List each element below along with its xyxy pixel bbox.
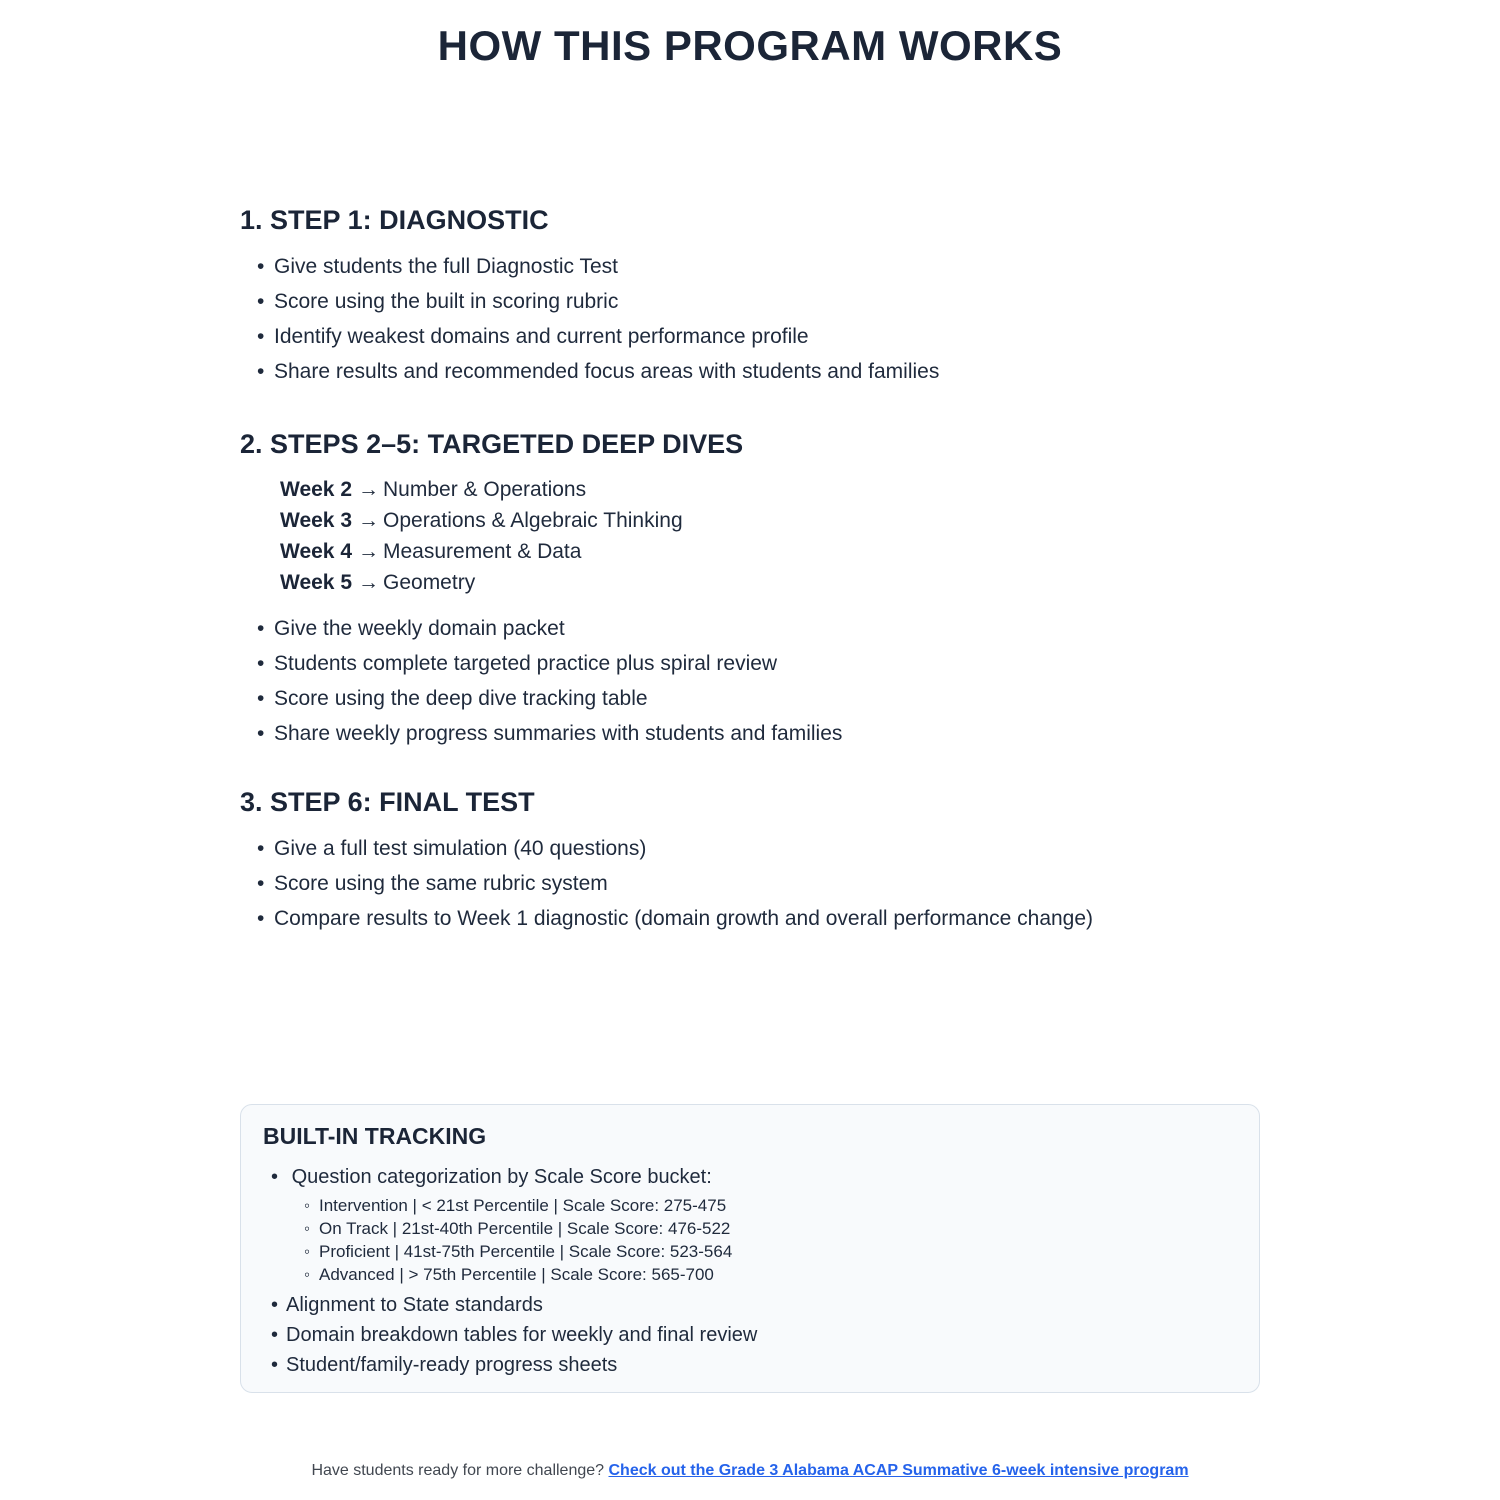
bullet-item: • Score using the deep dive tracking table	[257, 681, 1260, 716]
footer-program-link[interactable]: Check out the Grade 3 Alabama ACAP Summative 6-week intensive program	[608, 1462, 1189, 1479]
right-arrow-icon: →	[358, 540, 379, 563]
bullet-item: • Score using the built in scoring rubric	[257, 284, 1260, 319]
scale-bucket-item: ◦ On Track | 21st-40th Percentile | Scale Score: 476-522	[304, 1217, 1235, 1240]
week-label: Week 4	[280, 540, 352, 563]
section-bullet-list	[240, 831, 1260, 936]
week-row	[280, 474, 1260, 505]
bullet-item: • Identify weakest domains and current performance profile	[257, 319, 1260, 354]
section-heading	[240, 205, 1260, 236]
footer-note	[240, 1461, 1260, 1481]
scale-bucket-item: ◦ Proficient | 41st-75th Percentile | Scale Score: 523-564	[304, 1240, 1235, 1263]
scale-bucket-item: ◦ Advanced | > 75th Percentile | Scale Score: 565-700	[304, 1263, 1235, 1286]
week-row	[280, 505, 1260, 536]
week-schedule	[280, 474, 1260, 598]
bullet-item: • Share weekly progress summaries with students and families	[257, 716, 1260, 751]
bullet-item: • Give students the full Diagnostic Test	[257, 249, 1260, 284]
section-bullet-list	[240, 249, 1260, 389]
week-label: Week 5	[280, 571, 352, 594]
section-number: 1.	[240, 205, 263, 235]
bullet-item: • Students complete targeted practice plus spiral review	[257, 646, 1260, 681]
section-step-6-final-test	[240, 787, 1260, 936]
week-topic: Operations & Algebraic Thinking	[383, 509, 683, 532]
scale-score-bucket-list	[271, 1194, 1235, 1286]
section-heading	[240, 787, 1260, 818]
week-label: Week 2	[280, 478, 352, 501]
week-row	[280, 536, 1260, 567]
section-heading-label: STEP 1: DIAGNOSTIC	[270, 205, 549, 235]
section-number: 3.	[240, 787, 263, 817]
bullet-item: • Student/family-ready progress sheets	[271, 1350, 1235, 1380]
section-bullet-list	[240, 611, 1260, 751]
week-topic: Number & Operations	[383, 478, 587, 501]
bullet-item: • Give a full test simulation (40 questions)	[257, 831, 1260, 866]
tracking-bullet-list	[263, 1162, 1235, 1380]
scale-bucket-item: ◦ Intervention | < 21st Percentile | Scale Score: 275-475	[304, 1194, 1235, 1217]
week-topic: Measurement & Data	[383, 540, 582, 563]
bullet-item	[271, 1162, 1235, 1286]
section-steps-2-5-deep-dives	[240, 429, 1260, 751]
right-arrow-icon: →	[358, 478, 379, 501]
section-heading-label: STEPS 2–5: TARGETED DEEP DIVES	[270, 429, 744, 459]
bucket-intro-label: Question categorization by Scale Score bucket:	[291, 1166, 712, 1188]
bullet-item: • Share results and recommended focus areas with students and families	[257, 354, 1260, 389]
section-heading	[240, 429, 1260, 460]
week-topic: Geometry	[383, 571, 476, 594]
week-label: Week 3	[280, 509, 352, 532]
page-title: HOW THIS PROGRAM WORKS	[437, 22, 1063, 69]
right-arrow-icon: →	[358, 571, 379, 594]
content-column	[240, 205, 1260, 1481]
tracking-panel-heading: BUILT-IN TRACKING	[263, 1123, 487, 1149]
footer-prompt-text: Have students ready for more challenge?	[311, 1462, 605, 1479]
section-heading-label: STEP 6: FINAL TEST	[270, 787, 535, 817]
built-in-tracking-panel	[240, 1104, 1260, 1393]
section-step-1-diagnostic	[240, 205, 1260, 389]
week-row	[280, 567, 1260, 598]
bullet-item: • Alignment to State standards	[271, 1290, 1235, 1320]
right-arrow-icon: →	[358, 509, 379, 532]
bullet-item: • Domain breakdown tables for weekly and final review	[271, 1320, 1235, 1350]
bullet-item: • Compare results to Week 1 diagnostic (domain growth and overall performance change)	[257, 901, 1260, 936]
section-number: 2.	[240, 429, 263, 459]
bullet-item: • Score using the same rubric system	[257, 866, 1260, 901]
bullet-item: • Give the weekly domain packet	[257, 611, 1260, 646]
